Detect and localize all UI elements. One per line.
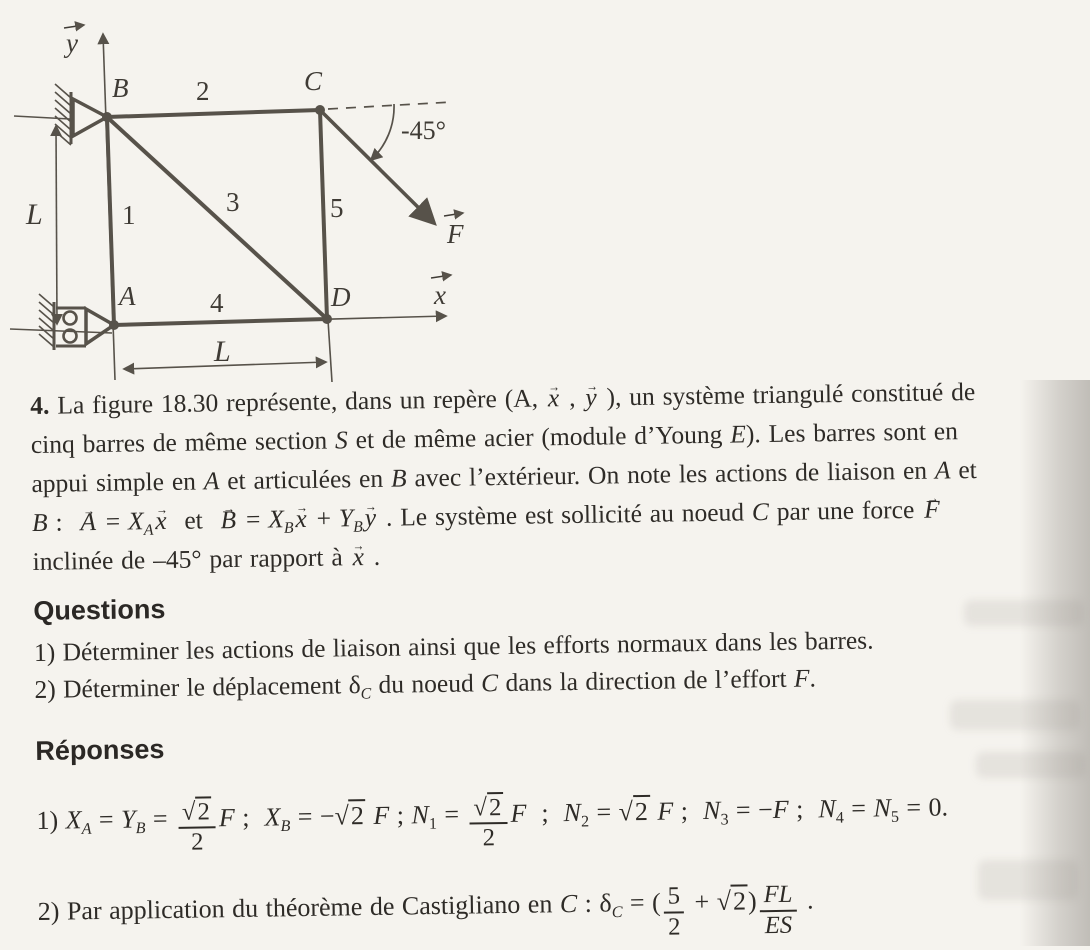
x-vector-arrow <box>431 275 451 278</box>
node-a-label: A <box>119 281 136 311</box>
problem-line-4: B : A → = $X_Ax$ → et B → = $X_Bx$ → + $Y_By$ → . Le système est sollicité au noeud C par une force F → <box>32 488 1072 542</box>
f-vector-arrow <box>444 213 463 216</box>
problem-statement <box>30 371 1073 581</box>
bar-1-member <box>107 117 114 325</box>
angle-reference-dashed-line <box>328 102 452 109</box>
angle-label: -45° <box>401 116 447 145</box>
dim-left-label: L <box>26 198 43 231</box>
bar-2-label: 2 <box>196 76 210 106</box>
node-b-label: B <box>112 73 129 103</box>
x-axis-label: x <box>434 280 446 310</box>
bar-3-label: 3 <box>226 187 240 217</box>
node-c-label: C <box>304 66 323 96</box>
bar-5-member <box>320 110 327 319</box>
bar-4-member <box>114 319 327 325</box>
problem-line-1: 4. La figure 18.30 représente, dans un repère (A, x → , y → ), un système triangulé constitué de <box>30 371 1070 425</box>
dim-bottom-label: L <box>214 335 231 368</box>
problem-number: 4. <box>30 390 50 420</box>
questions-heading: Questions <box>33 594 166 626</box>
angle-arc <box>371 104 394 160</box>
pinned-support-b <box>55 84 107 145</box>
bar-5-label: 5 <box>330 193 344 223</box>
answer-1: 1) $X_A = Y_B$ = $\frac{√2}{2}$ F ; $X_B = -√2$ F ; $N_1$ = $\frac{√2}{2}$ F ; $N_2 = √2$ F ; $N_3 = -F$ ; $N_4 = N_5 = 0$. <box>36 792 949 857</box>
bar-1-label: 1 <box>122 200 136 230</box>
bar-4-label: 4 <box>210 288 224 318</box>
node-d-label: D <box>331 282 351 312</box>
y-axis-label: y <box>66 28 78 58</box>
problem-line-5: inclinée de –45° par rapport à x → . <box>32 527 1072 581</box>
truss-figure <box>0 4 480 386</box>
answer-2: 2) Par application du théorème de Castigliano en C : $\delta_C$ = ( $\frac{5}{2}$ + √2) $\frac{FL}{ES}$ . <box>37 880 814 941</box>
problem-line-3: appui simple en A et articulées en B avec l’extérieur. On note les actions de liaison en A et <box>31 454 977 498</box>
truss-figure-svg <box>0 4 480 386</box>
question-2: 2) Déterminer le déplacement $\delta_C$ du noeud C dans la direction de l’effort F. <box>34 663 817 704</box>
force-label: F <box>447 219 464 249</box>
node-d-dot <box>322 314 332 324</box>
text-block <box>30 371 1078 950</box>
answers-heading: Réponses <box>35 734 165 766</box>
problem-line-2: cinq barres de même section S et de même acier (module d’Young E). Les barres sont en <box>30 416 959 459</box>
question-1: 1) Déterminer les actions de liaison ainsi que les efforts normaux dans les barres. <box>33 625 874 667</box>
bar-2-member <box>107 110 320 117</box>
roller-support-a <box>39 294 114 350</box>
